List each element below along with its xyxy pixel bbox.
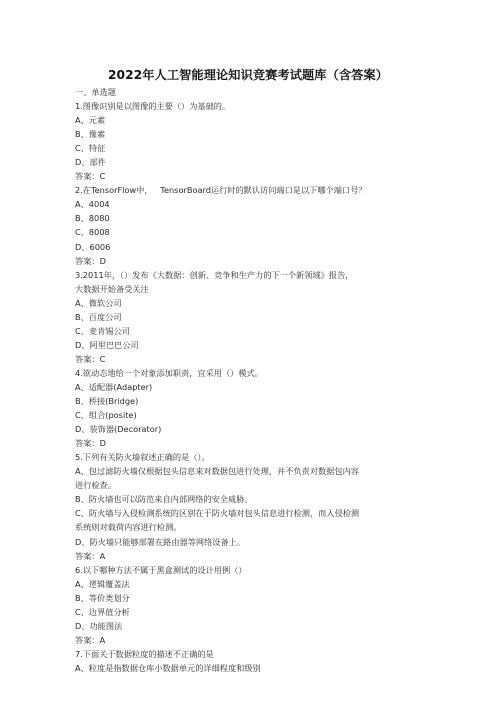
option-a-continued: 进行检查。 [75,480,116,491]
option-b: B、桥接(Bridge) [75,396,139,407]
option-d: D、阿里巴巴公司 [75,339,139,350]
option-b: B、8080 [75,213,110,224]
option-a: A、粒度是指数据仓库小数据单元的详细程度和级别 [75,662,261,673]
option-b: B、像素 [75,129,106,140]
question-stem: 2.在TensorFlow中， TensorBoard运行时的默认访问端口是以下哪个端口号？ [75,185,367,196]
answer: 答案：D [75,255,106,266]
answer: 答案：C [75,171,106,182]
answer: 答案：A [75,550,106,561]
question-stem: 6.以下哪种方法不属于黑盒测试的设计用例（） [75,564,247,575]
answer: 答案：D [75,438,106,449]
option-a: A、包过滤防火墙仅根据包头信息来对数据包进行处理，并不负责对数据包内容 [75,466,359,477]
answer: 答案：C [75,353,106,364]
option-b: B、百度公司 [75,311,122,322]
option-c: C、防火墙与入侵检测系统的区别在于防火墙对包头信息进行检测，而入侵检测 [75,508,360,519]
question-stem: 3.2011年，（）发布《大数据：创新、竞争和生产力的下一个新领域》报告， [75,269,354,280]
option-a: A、适配器(Adapter) [75,381,153,392]
answer: 答案：A [75,634,106,645]
document-title: 2022年人工智能理论知识竞赛考试题库（含答案） [107,68,389,82]
option-d: D、6006 [75,241,111,252]
option-c: C、麦肯锡公司 [75,325,130,336]
option-a: A、4004 [75,199,110,210]
option-a: A、微软公司 [75,297,122,308]
option-a: A、元素 [75,115,106,126]
option-c: C、边界值分析 [75,606,130,617]
option-d: D、功能图法 [75,620,123,631]
section-heading: 一、单选题 [75,87,116,97]
option-d: D、装饰器(Decorator) [75,424,162,435]
option-a: A、逻辑覆盖法 [75,578,130,589]
option-b: B、等价类划分 [75,592,130,603]
document-body [75,85,425,675]
option-b: B、防火墙也可以防范来自内部网络的安全威胁。 [75,494,253,505]
question-stem: 4.欲动态地给一个对象添加职责，宜采用（）模式。 [75,367,263,378]
option-c: C、8008 [75,227,110,238]
question-stem: 1.图像识别是以图像的主要（）为基础的。 [75,101,231,112]
option-d: D、防火墙只能够部署在路由器等网络设备上。 [75,536,246,547]
option-c: C、特征 [75,143,106,154]
question-stem: 7.下面关于数据粒度的描述不正确的是 [75,648,214,659]
question-stem-continued: 大数据开始备受关注 [75,283,149,294]
question-stem: 5.下列有关防火墙叙述正确的是（）。 [75,452,210,463]
option-d: D、部件 [75,157,106,168]
option-c-continued: 系统则对载荷内容进行检测。 [75,522,182,533]
option-c: C、组合(posite) [75,410,137,421]
